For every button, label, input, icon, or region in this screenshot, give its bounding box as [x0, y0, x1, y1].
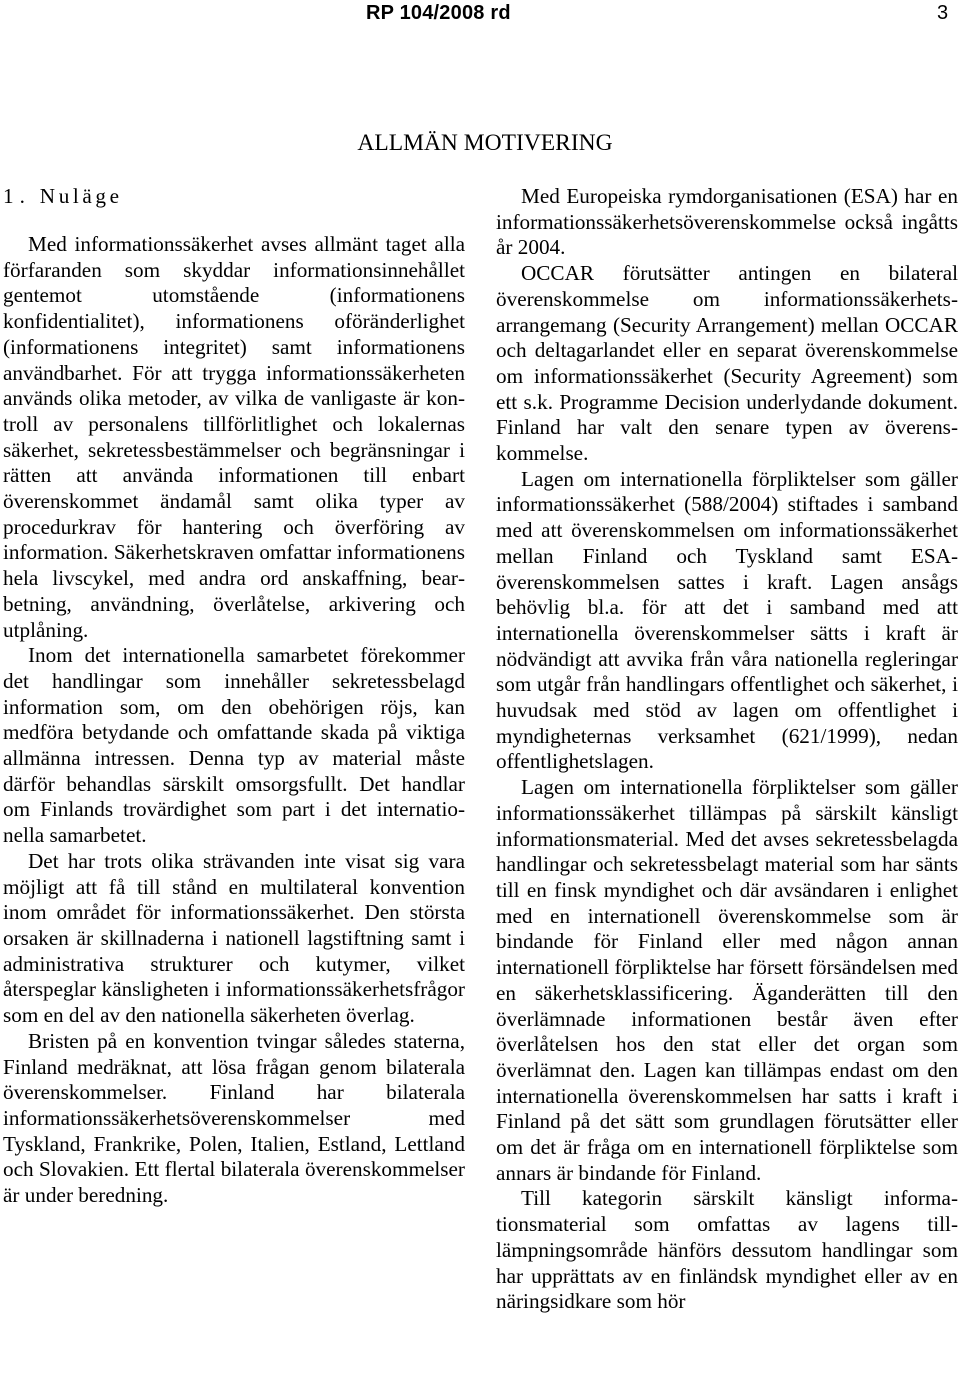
- paragraph: Lagen om internationella förpliktelser som gäller informationssäkerhet (588/2004) stiftades i samband med att överenskommelsen om informationssäkerhet mellan Finland och Tyskland samt ESA-överenskommelsen sattes i kraft. Lagen ansågs behövlig bl.a. för att det i samband med att internationella överenskommelser sätts i kraft är nödvändigt att avvika från våra nationella regleringar som utgår från handlingars offentlighet och säkerhet, i huvudsak med stöd av lagen om offentlighet i myndigheternas verksamhet (621/1999), nedan offentlighetslagen.: [496, 466, 958, 774]
- paragraph: Bristen på en konvention tvingar således staterna, Finland medräknat, att lösa frågan genom bilaterala överenskommelser. Finland har bilaterala informationssäkerhetsöverenskommelser med Tyskland, Frankrike, Polen, Italien, Estland, Lettland och Slovakien. Ett flertal bilaterala överenskommelser är under beredning.: [3, 1028, 465, 1208]
- paragraph: Lagen om internationella förpliktelser som gäller informationssäkerhet tillämpas på särskilt känsligt informationsmaterial. Med det avses sekretessbelagda handlingar och sekretessbelagt material som har sänts till en finsk myndighet och där avsändaren i enlighet med en internationell överenskommelse som är bindande för Finland eller med någon annan internationell förpliktelse har försett försändelsen med en säkerhetsklassificering. Äganderätten till den överlämnade informationen består även efter överlåtelsen hos den stat eller det organ som överlämnat den. Lagen kan tillämpas endast om den internationella överenskommelsen har satts i kraft i Finland på det sätt som grundlagen förutsätter eller om det är fråga om en internationell förpliktelse som annars är bindande för Finland.: [496, 775, 958, 1185]
- left-column: [3, 184, 465, 1209]
- part-title: ALLMÄN MOTIVERING: [357, 130, 613, 156]
- paragraph: Det har trots olika strävanden inte visat sig vara möjligt att få till stånd en multilateral konvention inom området för informationssäkerhet. Den största orsaken är skillnaderna i nationell lagstiftning samt i administrativa strukturer och kutymer, vilket återspeglar känsligheten i informationssäkerhetsfrågor som en del av den nationella säkerheten överlag.: [3, 848, 465, 1028]
- section-title: Nuläge: [39, 184, 123, 208]
- paragraph: Med informationssäkerhet avses allmänt taget alla förfaranden som skyddar informationsinnehållet gentemot utomstående (informationens konfidentialitet), informationens oföränderlighet (informationens integritet) samt informationens användbarhet. För att trygga informationssäkerheten används olika metoder, av vilka de vanligaste är kontroll av personalens tillförlitlighet och lokalernas säkerhet, sekretessbestämmelser och begränsningar i rätten att använda informationen till enbart överenskommet ändamål samt olika typer av procedurkrav för hantering och överföring av information. Säkerhetskraven omfattar informationens hela livscykel, med andra ord anskaffning, bearbetning, användning, överlåtelse, arkivering och utplåning.: [3, 232, 465, 642]
- paragraph: Inom det internationella samarbetet förekommer det handlingar som innehåller sekretessbelagd information som, om den obehörigen röjs, kan medföra betydande och omfattande skada på viktiga allmänna intressen. Denna typ av material måste därför behandlas särskilt omsorgsfullt. Det handlar om Finlands trovärdighet som part i det internationella samarbetet.: [3, 643, 465, 848]
- paragraph: Med Europeiska rymdorganisationen (ESA) har en informationssäkerhetsöverenskommelse också ingåtts år 2004.: [496, 184, 958, 260]
- running-header: [0, 0, 960, 34]
- page-number: 3: [937, 2, 949, 24]
- document-reference: RP 104/2008 rd: [366, 2, 511, 24]
- paragraph: OCCAR förutsätter antingen en bilateral överenskommelse om informationssäkerhetsarrangemang (Security Arrangement) mellan OCCAR och deltagarlandet eller en separat överenskommelse om informationssäkerhet (Security Agreement) som ett s.k. Programme Decision underlydande dokument. Finland har valt den senare typen av överenskommelse.: [496, 261, 958, 466]
- section-heading: [3, 184, 465, 210]
- right-column: [496, 184, 958, 1315]
- section-number: 1.: [3, 184, 31, 208]
- paragraph: Till kategorin särskilt känsligt informationsmaterial som omfattas av lagens tilllämpningsområde hänförs dessutom handlingar som har upprättats av en finländsk myndighet eller av en näringsidkare som hör: [496, 1186, 958, 1314]
